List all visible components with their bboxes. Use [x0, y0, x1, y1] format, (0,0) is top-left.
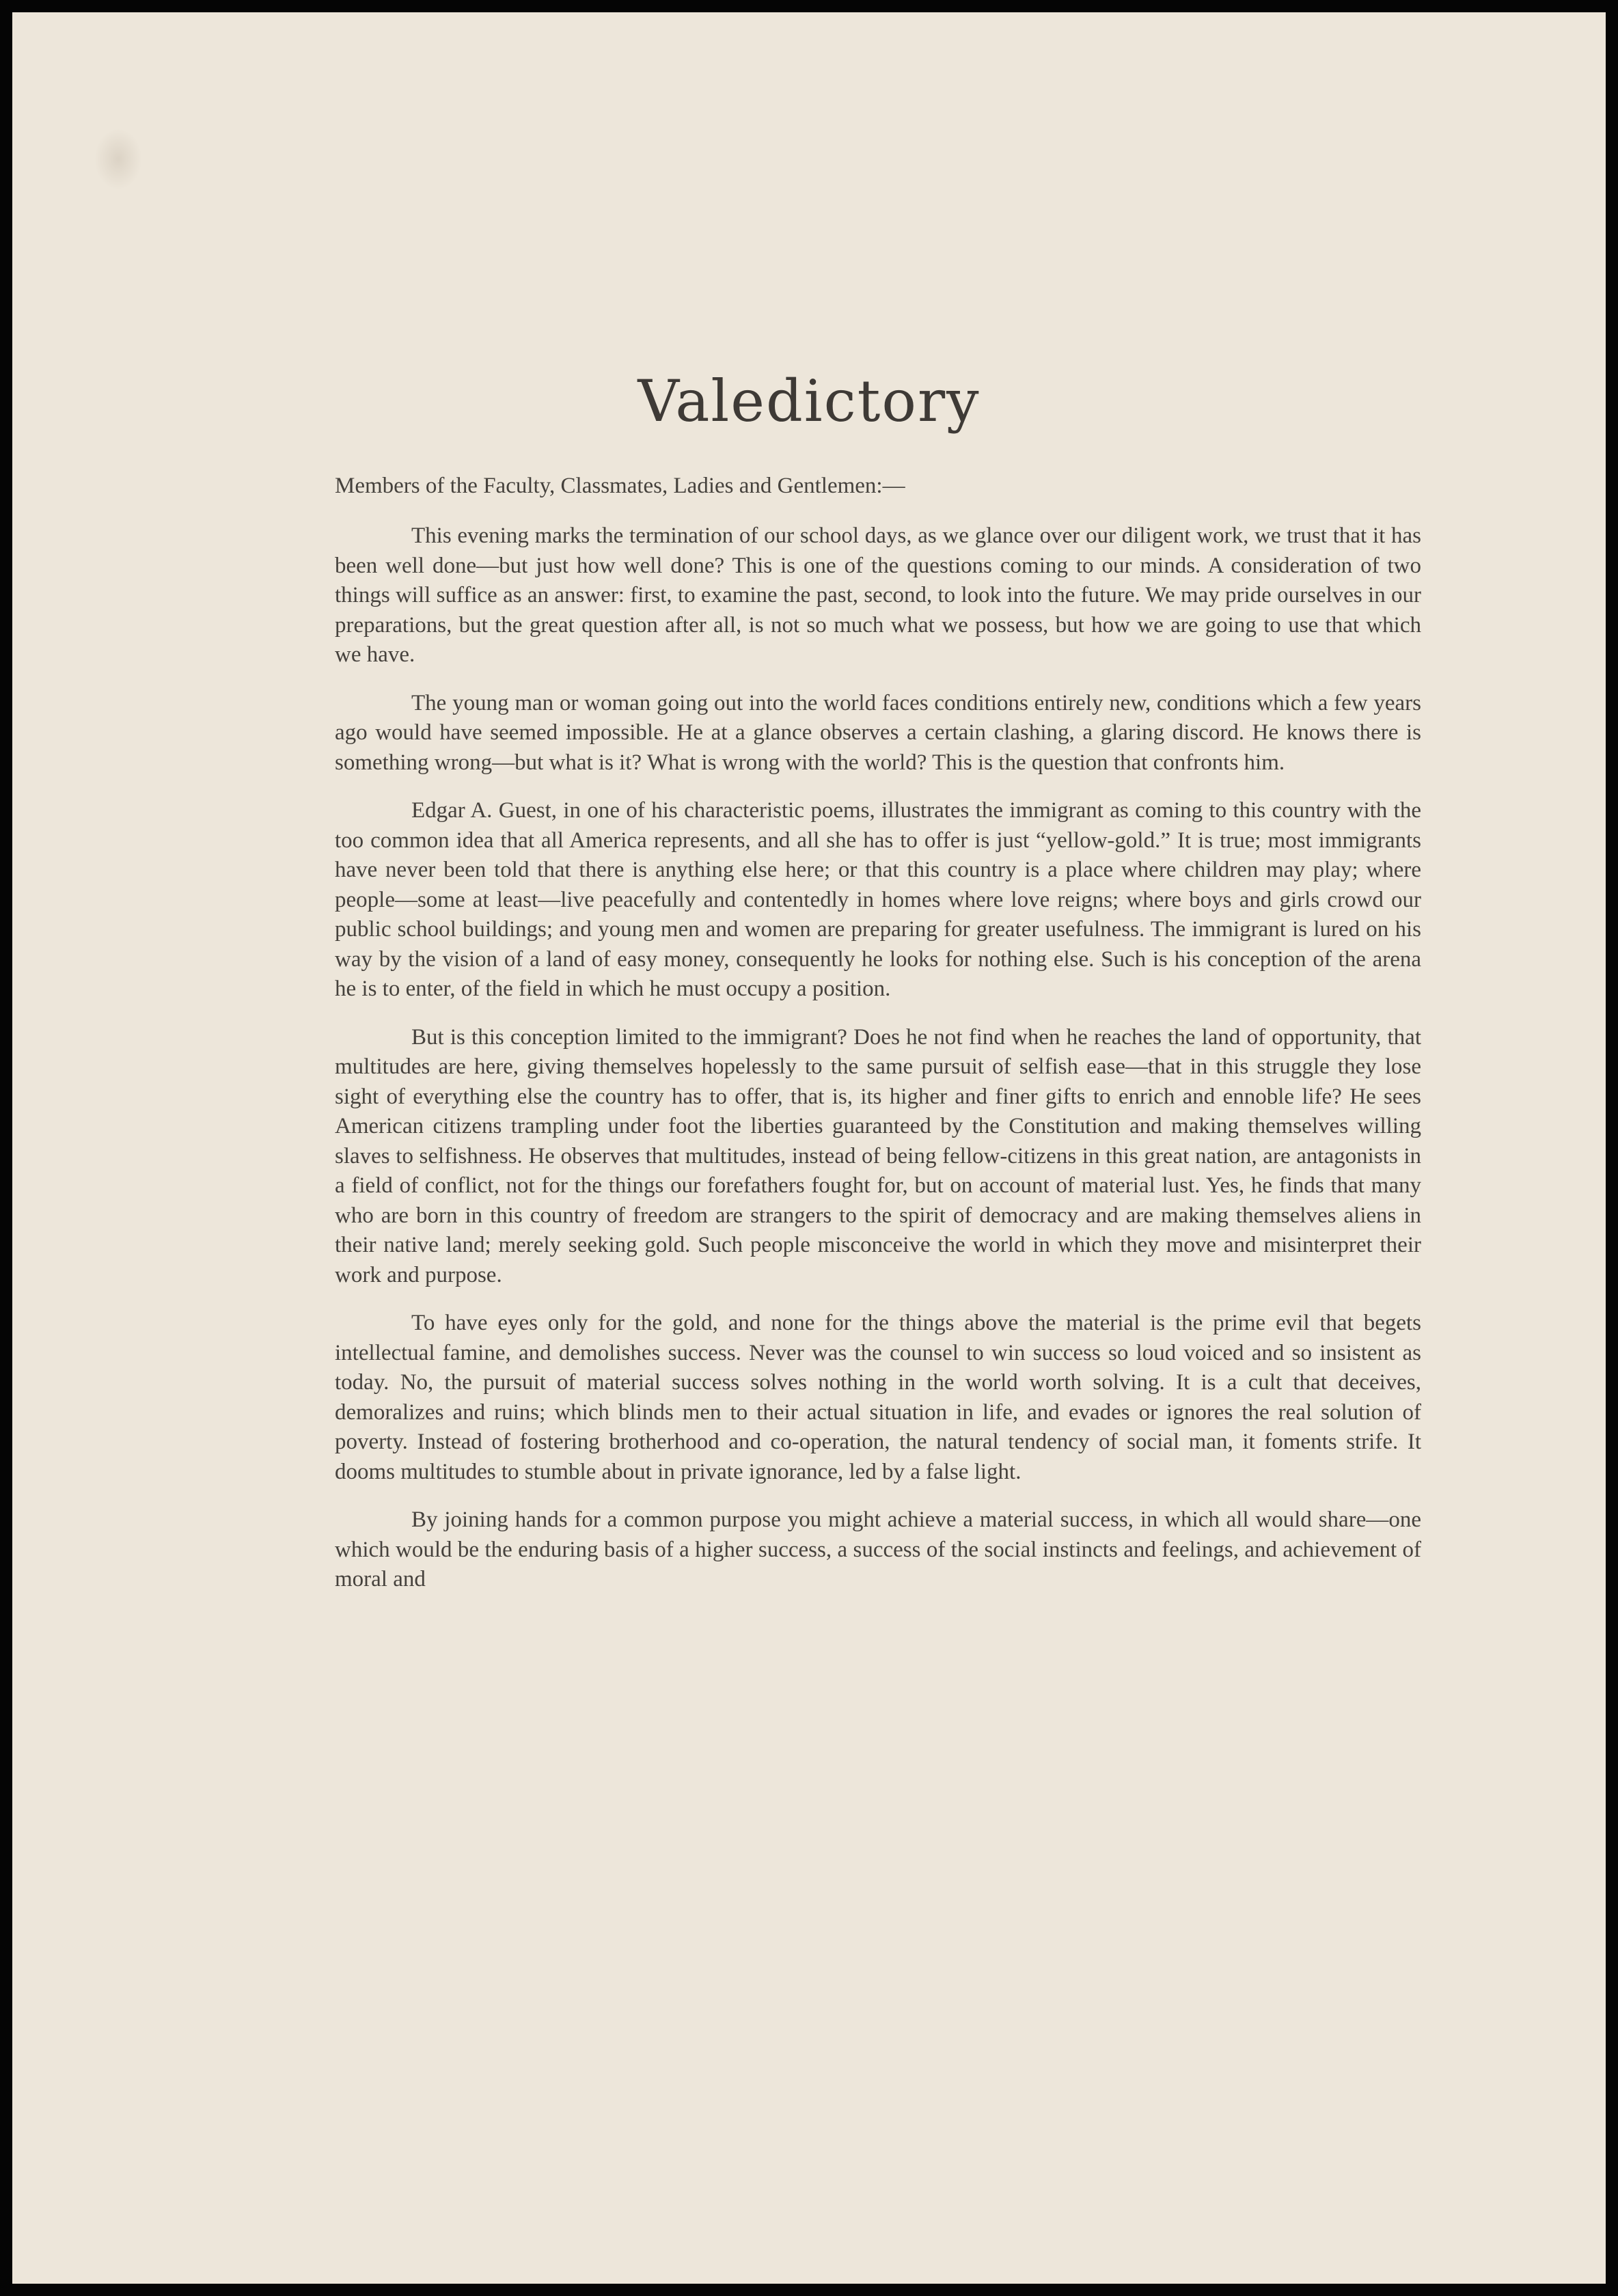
- paper-stain: [94, 128, 142, 190]
- paragraph-4: But is this conception limited to the immigrant? Does he not find when he reaches the land of opportunity, that multitudes are here, giving themselves hopelessly to the same pursuit of selfish ease—that in this struggle they lose sight of everything else the country has to offer, that is, its higher and finer gifts to enrich and ennoble life? He sees American citizens trampling under foot the liberties guaranteed by the Constitution and making themselves willing slaves to selfishness. He observes that multitudes, instead of being fellow-citizens in this great nation, are antagonists in a field of conflict, not for the things our forefathers fought for, but on account of material lust. Yes, he finds that many who are born in this country of freedom are strangers to the spirit of democracy and are making themselves aliens in their native land; merely seeking gold. Such people misconceive the world in which they move and misinterpret their work and purpose.: [335, 1024, 1421, 1287]
- paragraph-3: Edgar A. Guest, in one of his characteristic poems, illustrates the immigrant as coming to this country with the too common idea that all America represents, and all she has to offer is just “yellow-gold.” It is true; most immigrants have never been told that there is anything else here; or that this country is a place where children may play; where people—some at least—live peacefully and contentedly in homes where love reigns; where boys and girls crowd our public school buildings; and young men and women are preparing for greater usefulness. The immigrant is lured on his way by the vision of a land of easy money, consequently he looks for nothing else. Such is his conception of the arena he is to enter, of the field in which he must occupy a position.: [335, 798, 1421, 1001]
- body-text: [335, 521, 1421, 1613]
- paragraph-6: By joining hands for a common purpose you might achieve a material success, in which all would share—one which would be the enduring basis of a higher success, a success of the social instincts and feelings, and achievement of moral and: [335, 1507, 1421, 1591]
- scanned-page: [12, 12, 1606, 2284]
- salutation: Members of the Faculty, Classmates, Ladies and Gentlemen:—: [335, 474, 905, 498]
- paragraph-1: This evening marks the termination of our school days, as we glance over our diligent work, we trust that it has been well done—but just how well done? This is one of the questions coming to our minds. A consideration of two things will suffice as an answer: first, to examine the past, second, to look into the future. We may pride ourselves in our preparations, but the great question after all, is not so much what we possess, but how we are going to use that which we have.: [335, 523, 1421, 667]
- paragraph-2: The young man or woman going out into the world faces conditions entirely new, conditions which a few years ago would have seemed impossible. He at a glance observes a certain clashing, a glaring discord. He knows there is something wrong—but what is it? What is wrong with the world? This is the question that confronts him.: [335, 690, 1421, 775]
- paragraph-5: To have eyes only for the gold, and none for the things above the material is the prime evil that begets intellectual famine, and demolishes success. Never was the counsel to win success so loud voiced and so insistent as today. No, the pursuit of material success solves nothing in the world worth solving. It is a cult that deceives, demoralizes and ruins; which blinds men to their actual situation in life, and evades or ignores the real solution of poverty. Instead of fostering brotherhood and co-operation, the natural tendency of social man, it foments strife. It dooms multitudes to stumble about in private ignorance, led by a false light.: [335, 1311, 1421, 1484]
- page-title: Valedictory: [637, 368, 981, 435]
